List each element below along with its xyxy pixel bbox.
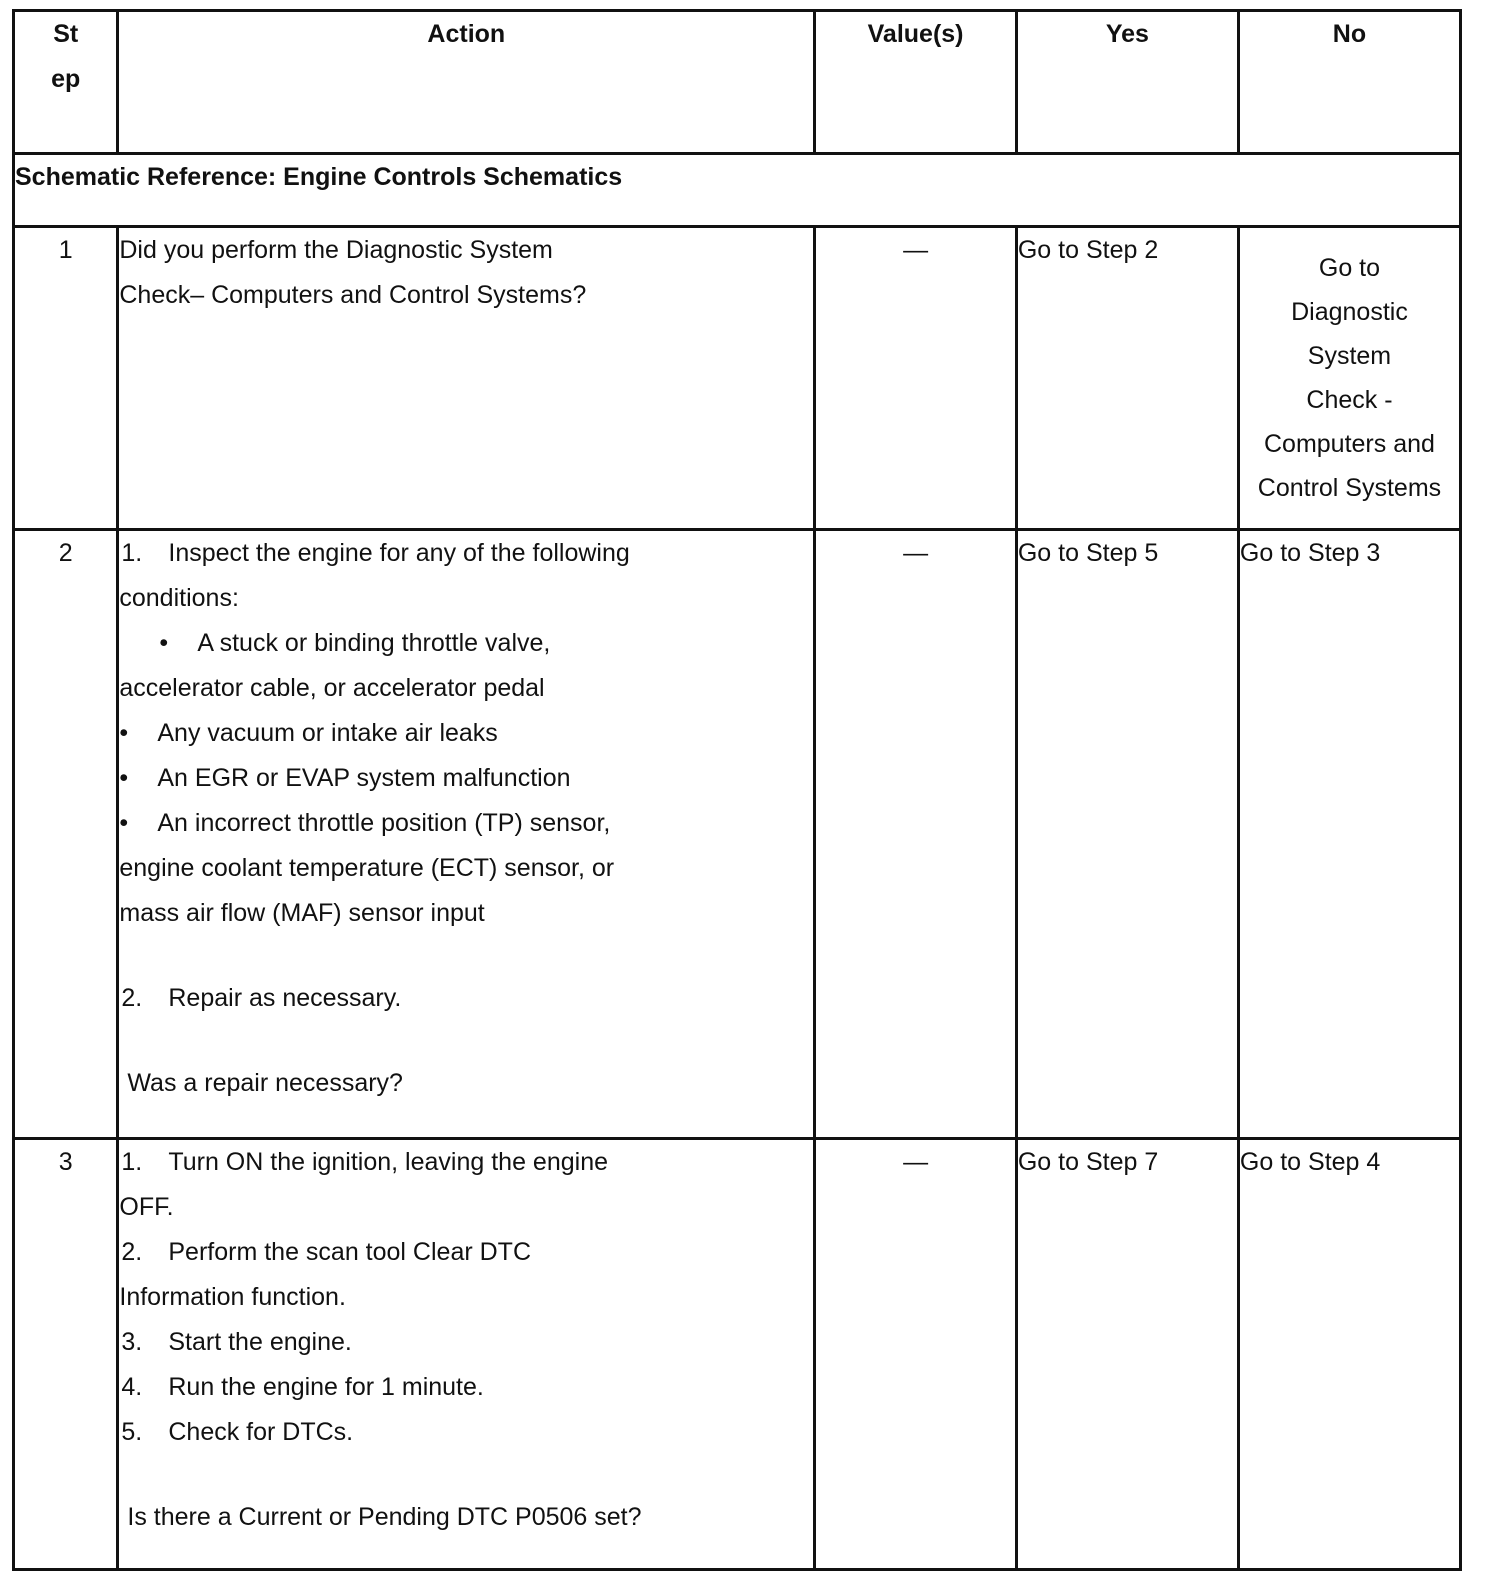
no-link[interactable]: Go to Step 3 <box>1239 539 1381 567</box>
schematic-reference-row <box>14 154 1461 227</box>
no-cell <box>1238 530 1460 1139</box>
header-values: Value(s) <box>815 11 1017 154</box>
list-number: 2. <box>121 1238 143 1266</box>
no-link-text: Check - <box>1306 386 1393 414</box>
action-text: Check– Computers and Control Systems? <box>119 281 587 309</box>
action-cell <box>118 227 815 530</box>
header-action: Action <box>118 11 815 154</box>
action-text: engine coolant temperature (ECT) sensor, or <box>119 854 615 882</box>
no-link-text: Go to <box>1318 254 1381 282</box>
yes-link[interactable]: Go to Step 2 <box>1017 236 1159 264</box>
action-text: Inspect the engine for any of the following <box>168 539 630 567</box>
no-link[interactable]: Go to Step 4 <box>1239 1148 1381 1176</box>
yes-cell <box>1016 227 1238 530</box>
action-text: Perform the scan tool Clear DTC <box>168 1238 531 1266</box>
bullet: • <box>119 809 129 837</box>
action-text: Repair as necessary. <box>168 984 402 1012</box>
table-row <box>14 227 1461 530</box>
action-text: An EGR or EVAP system malfunction <box>157 764 571 792</box>
header-yes: Yes <box>1016 11 1238 154</box>
step-number: 3 <box>14 1139 118 1570</box>
list-number: 1. <box>121 1148 143 1176</box>
step-number: 1 <box>14 227 118 530</box>
value-cell: — <box>815 1139 1017 1570</box>
no-cell[interactable] <box>1238 227 1460 530</box>
yes-cell <box>1016 1139 1238 1570</box>
action-text: Start the engine. <box>168 1328 352 1356</box>
table-row <box>14 530 1461 1139</box>
action-text: OFF. <box>119 1193 174 1221</box>
list-number: 4. <box>121 1373 143 1401</box>
yes-link[interactable]: Go to Step 7 <box>1017 1148 1159 1176</box>
no-link-text: Diagnostic <box>1291 298 1408 326</box>
action-text: mass air flow (MAF) sensor input <box>119 899 485 927</box>
value-cell: — <box>815 530 1017 1139</box>
schematic-reference: Schematic Reference: Engine Controls Schematics <box>14 154 1461 227</box>
yes-cell <box>1016 530 1238 1139</box>
list-number: 2. <box>121 984 143 1012</box>
bullet: • <box>159 629 169 657</box>
header-no: No <box>1238 11 1460 154</box>
action-text: Any vacuum or intake air leaks <box>157 719 498 747</box>
header-step <box>14 11 118 154</box>
action-text: conditions: <box>119 584 239 612</box>
action-question: Is there a Current or Pending DTC P0506 set? <box>127 1503 642 1531</box>
action-text: An incorrect throttle position (TP) sensor, <box>157 809 611 837</box>
header-step-line-1: St <box>53 20 79 48</box>
no-link-text: Control Systems <box>1257 474 1442 502</box>
action-text: A stuck or binding throttle valve, <box>197 629 551 657</box>
bullet: • <box>119 719 129 747</box>
action-cell <box>118 530 815 1139</box>
list-number: 3. <box>121 1328 143 1356</box>
action-cell <box>118 1139 815 1570</box>
bullet: • <box>119 764 129 792</box>
action-text: Run the engine for 1 minute. <box>168 1373 484 1401</box>
value-cell: — <box>815 227 1017 530</box>
table-row <box>14 1139 1461 1570</box>
action-question: Was a repair necessary? <box>127 1069 403 1097</box>
list-number: 5. <box>121 1418 143 1446</box>
diagnostic-table <box>12 9 1462 1571</box>
no-link-text: System <box>1307 342 1392 370</box>
action-text: Information function. <box>119 1283 346 1311</box>
no-link-text: Computers and <box>1263 430 1435 458</box>
no-cell <box>1238 1139 1460 1570</box>
step-number: 2 <box>14 530 118 1139</box>
header-step-line-2: ep <box>51 65 81 93</box>
list-number: 1. <box>121 539 143 567</box>
action-text: Turn ON the ignition, leaving the engine <box>168 1148 608 1176</box>
yes-link[interactable]: Go to Step 5 <box>1017 539 1159 567</box>
action-text: Check for DTCs. <box>168 1418 354 1446</box>
action-text: Did you perform the Diagnostic System <box>119 236 553 264</box>
header-row <box>14 11 1461 154</box>
action-text: accelerator cable, or accelerator pedal <box>119 674 545 702</box>
